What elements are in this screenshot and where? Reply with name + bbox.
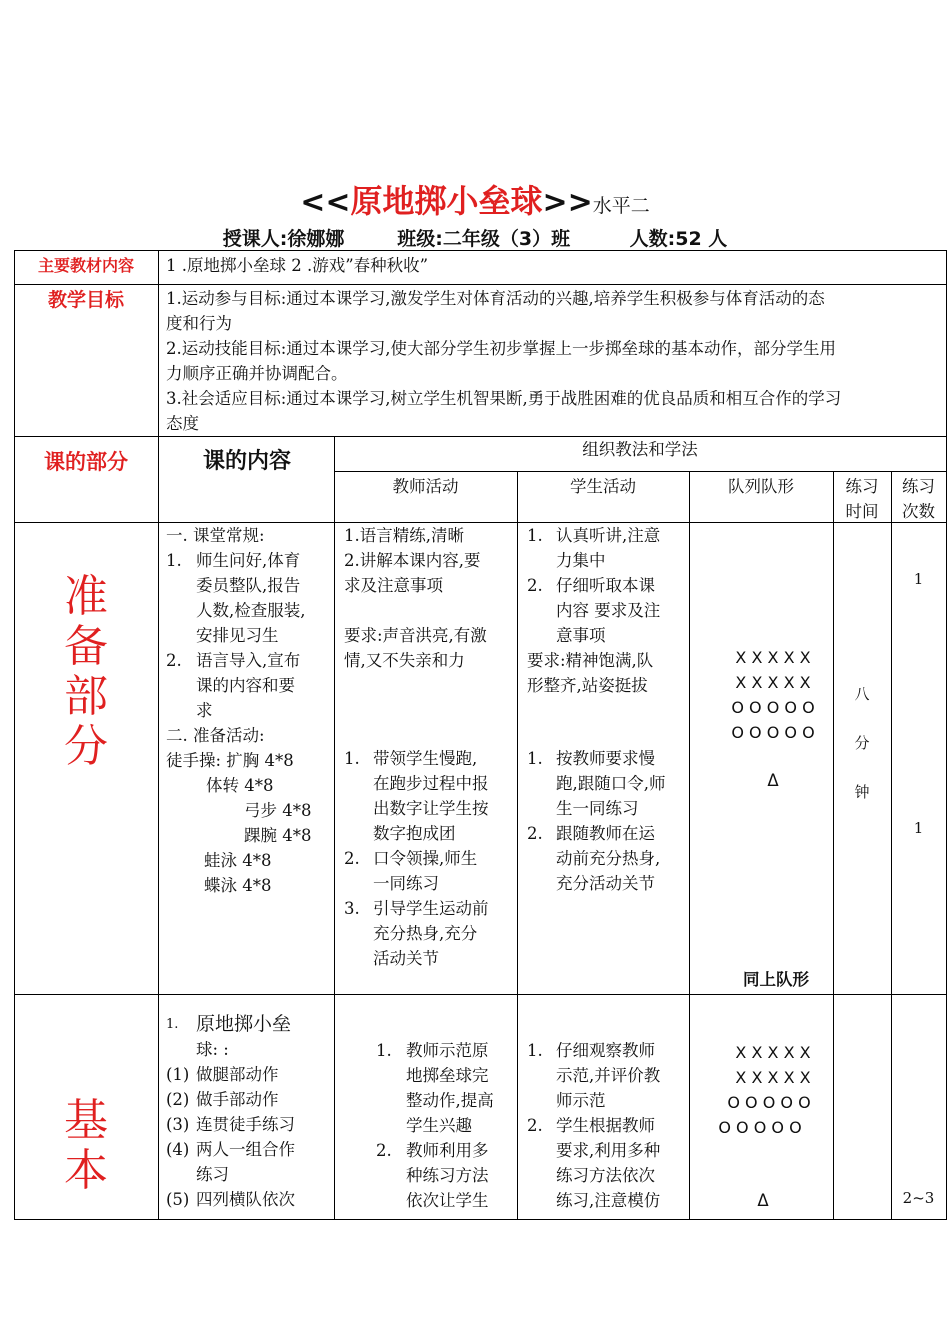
header-student: 学生活动 <box>570 477 636 496</box>
header-formation: 队列队形 <box>728 477 794 496</box>
header-content: 课的内容 <box>202 449 291 474</box>
student-count: 人数:52 人 <box>629 228 728 250</box>
basic-teacher-activity: 1. 教师示范原 地掷垒球完 整动作,提高 学生兴趣 2. 教师利用多 种练习方法 依次让学生 <box>376 1041 494 1210</box>
goals-content: 1.运动参与目标:通过本课学习,激发学生对体育活动的兴趣,培养学生积极参与体育活动的态 度和行为 2.运动技能目标:通过本课学习,使大部分学生初步掌握上一步掷垒球的基本动作，部分学生用 力顺序正确并协调配合。 3.社会适应目标:通过本课学习,树立学生机智果断,勇于战胜困难的优良品质和相互合作的学习 态度 <box>166 289 842 433</box>
header-teacher: 教师活动 <box>392 477 459 496</box>
prep-part-label: 准 备 部 分 <box>64 571 108 772</box>
header-org: 组织教法和学法 <box>582 440 698 459</box>
title-right-bracket: >> <box>542 185 593 220</box>
class-name: 班级:二年级（3）班 <box>397 228 571 250</box>
prep-formation: X X X X X X X X X X O O O O O O O O O O <box>731 648 815 742</box>
basic-teacher-mark: Δ <box>757 1191 769 1210</box>
prep-reps-2: 1 <box>913 819 924 837</box>
material-content: 1 .原地掷小垒球 2 .游戏”春种秋收” <box>166 256 429 275</box>
header-part: 课的部分 <box>44 450 128 474</box>
prep-student-activity: 1. 认真听讲,注意 力集中 2. 仔细听取本课 内容 要求及注 意事项 要求:精神饱满,队 形整齐,站姿挺拔 <box>527 526 661 695</box>
prep-formation-note: 同上队形 <box>743 970 809 989</box>
header-time: 练习 时间 <box>845 477 879 521</box>
basic-part-label: 基 本 <box>64 1095 108 1196</box>
prep-teacher-mark: Δ <box>767 771 779 790</box>
title-left-bracket: << <box>300 185 351 220</box>
prep-time: 八 分 钟 <box>854 685 870 801</box>
basic-content: 1. 原地掷小垒 球: : (1) 做腿部动作 (2) 做手部动作 (3) 连贯徒手练习 (4) 两人一组合作 练习 (5) 四列横队依次 <box>166 1013 295 1209</box>
basic-reps: 2~3 <box>902 1189 935 1207</box>
lesson-info <box>0 224 950 251</box>
lesson-name: 原地掷小垒球 <box>350 182 543 220</box>
basic-formation: X X X X X X X X X X O O O O O O O O O O <box>718 1043 811 1137</box>
teacher-name: 授课人:徐娜娜 <box>222 228 345 250</box>
lesson-level: 水平二 <box>592 195 650 217</box>
prep-teacher-activity: 1.语言精练,清晰 2.讲解本课内容,要 求及注意事项 要求:声音洪亮,有激 情,又不失亲和力 <box>344 526 487 670</box>
prep-reps-1: 1 <box>913 570 924 588</box>
prep-teacher-list: 1. 带领学生慢跑, 在跑步过程中报 出数字让学生按 数字抱成团 2. 口令领操,师生 一同练习 3. 引导学生运动前 充分热身,充分 活动关节 <box>344 749 489 968</box>
material-label: 主要教材内容 <box>37 256 134 275</box>
prep-student-list: 1. 按教师要求慢 跑,跟随口令,师 生一同练习 2. 跟随教师在运 动前充分热身, 充分活动关节 <box>527 749 666 893</box>
basic-student-activity: 1. 仔细观察教师 示范,并评价教 师示范 2. 学生根据教师 要求,利用多种 练习方法依次 练习,注意模仿 <box>527 1041 661 1210</box>
goals-label: 教学目标 <box>47 289 124 311</box>
prep-content: 一. 课堂常规: 1. 师生问好,体育 委员整队,报告 人数,检查服装, 安排见习生 2. 语言导入,宣布 课的内容和要 求 二. 准备活动: 徒手操: 扩胸 4*8 体转 4*8 弓步 4*8 踝腕 4*8 蛙泳 4*8 蝶泳 4*8 <box>166 526 312 895</box>
header-reps: 练习 次数 <box>902 477 935 521</box>
page-title <box>0 176 950 222</box>
